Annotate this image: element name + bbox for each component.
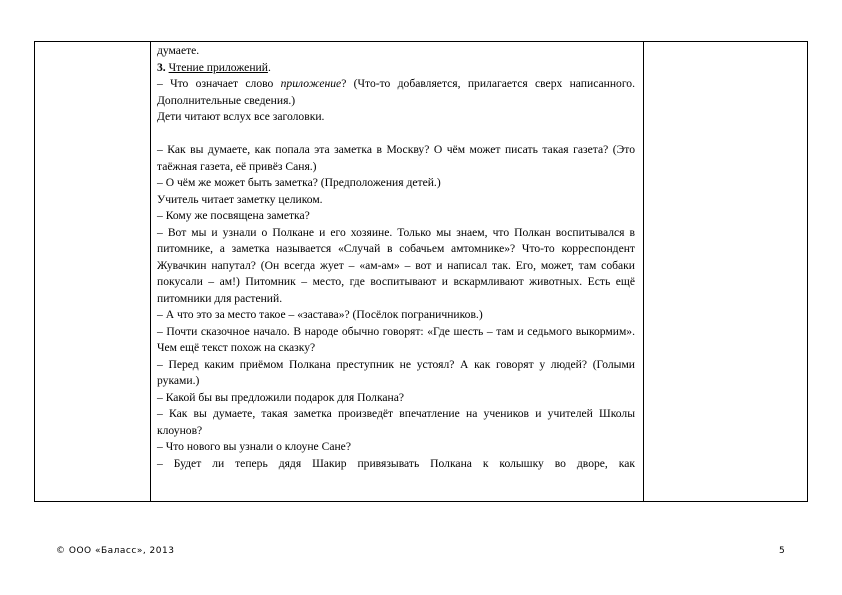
column-divider-right [643, 42, 644, 501]
footer-copyright: © ООО «Баласс», 2013 [56, 546, 175, 556]
page-number: 5 [779, 546, 785, 556]
question-suffix: ? (Что-то добавляется, прилагается сверх написанного. Дополнительные сведения.) [157, 77, 636, 107]
blank-line [157, 126, 635, 143]
text-line: – Какой бы вы предложили подарок для Полкана? [157, 390, 405, 404]
text-paragraph: – Как вы думаете, такая заметка произведёт впечатление на учеников и учителей Школы клоунов? [157, 407, 635, 437]
text-line: – Кому же посвящена заметка? [157, 209, 310, 222]
text-paragraph: – Как вы думаете, как попала эта заметка в Москву? О чём может писать такая газета? (Это таёжная газета, её привёз Саня.) [157, 143, 635, 173]
question-paragraph [157, 76, 635, 109]
text-line: думаете. [157, 44, 200, 57]
heading-number: 3. [157, 60, 166, 74]
heading-title: Чтение приложений [168, 60, 268, 74]
text-line: – Что нового вы узнали о клоуне Сане? [157, 440, 351, 453]
text-line: – Будет ли теперь дядя Шакир привязывать Полкана к колышку во дворе, как [157, 456, 635, 470]
emphasized-word: приложение [280, 77, 342, 90]
lesson-table [34, 41, 808, 502]
text-paragraph: – Почти сказочное начало. В народе обычно говорят: «Где шесть – там и седьмого выкормим». Чем ещё текст похож на сказку? [157, 324, 635, 354]
text-paragraph: – Перед каким приёмом Полкана преступник не устоял? А как говорят у людей? (Голыми руками.) [157, 357, 635, 387]
column-divider-left [150, 42, 151, 501]
section-heading [157, 60, 635, 77]
text-paragraph: – Вот мы и узнали о Полкане и его хозяине. Только мы знаем, что Полкан воспитывался в питомнике, а заметка называется «Случай в собачьем амтомнике»? Что-то корреспондент Жувачкин напутал? (Он всегда жует – «ам-ам» – вот и написал так. Его, может, там собаки покусали – ам!) Питомник – место, где воспитывают и вскармливают животных. Есть ещё питомники для растений. [157, 225, 635, 305]
heading-period: . [267, 60, 271, 74]
question-prefix: – Что означает слово [157, 77, 281, 90]
text-line: – О чём же может быть заметка? (Предположения детей.) [157, 176, 441, 189]
lesson-text-cell [157, 43, 635, 472]
text-line: Дети читают вслух все заголовки. [157, 110, 325, 123]
text-line: – А что это за место такое – «застава»? (Посёлок пограничников.) [157, 308, 483, 321]
text-line: Учитель читает заметку целиком. [157, 192, 323, 206]
